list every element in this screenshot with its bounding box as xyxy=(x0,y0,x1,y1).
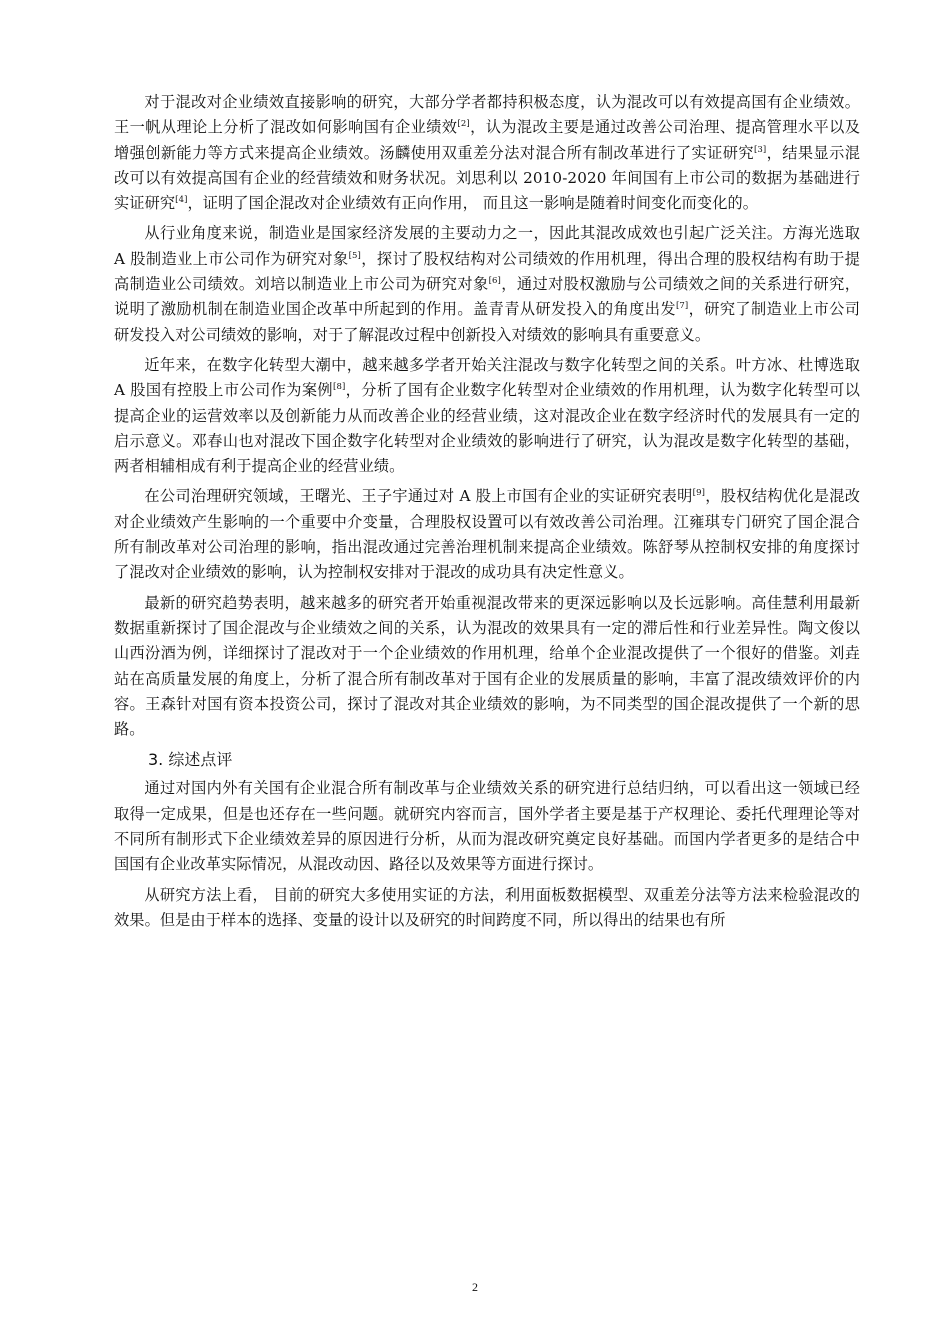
paragraph-text: 近年来，在数字化转型大潮中，越来越多学者开始关注混改与数字化转型之间的关系。叶方冰、杜博选取 A 股国有控股上市公司作为案例 xyxy=(114,355,860,400)
paragraph-text: 在公司治理研究领域，王曙光、王子宇通过对 A 股上市国有企业的实证研究表明 xyxy=(144,487,693,506)
paragraph xyxy=(114,353,860,479)
citation-marker: [3] xyxy=(753,144,767,155)
paragraph-text: ，分析了国有企业数字化转型对企业绩效的作用机理，认为数字化转型可以提高企业的运营效率以及创新能力从而改善企业的经营业绩，这对混改企业在数字经济时代的发展具有一定的启示意义。邓春山也对混改下国企数字化转型对企业绩效的影响进行了研究，认为混改是数字化转型的基础，两者相辅相成有利于提高企业的经营业绩。 xyxy=(114,381,860,476)
review-paragraphs xyxy=(114,776,860,933)
citation-marker: [8] xyxy=(333,382,346,393)
paragraph-text: ，探讨了股权结构对公司绩效的作用机理，得出合理的股权结构有助于提高制造业公司绩效。刘培以制造业上市公司为研究对象 xyxy=(114,249,860,294)
paragraph-text: 从行业角度来说，制造业是国家经济发展的主要动力之一，因此其混改成效也引起广泛关注。方海光选取 A 股制造业上市公司作为研究对象 xyxy=(114,224,860,268)
citation-marker: [9] xyxy=(692,488,706,499)
paragraph-text: ，认为混改主要是通过改善公司治理、提高管理水平以及增强创新能力等方式来提高企业绩效。汤麟使用双重差分法对混合所有制改革进行了实证研究 xyxy=(114,118,861,162)
paragraph xyxy=(114,221,860,347)
paragraph xyxy=(114,883,860,934)
body-paragraphs xyxy=(114,90,860,742)
paragraph-text: 对于混改对企业绩效直接影响的研究，大部分学者都持积极态度，认为混改可以有效提高国有企业绩效。王一帆从理论上分析了混改如何影响国有企业绩效 xyxy=(114,93,860,137)
paragraph-text: ，证明了国企混改对企业绩效有正向作用， 而且这一影响是随着时间变化而变化的。 xyxy=(187,194,759,213)
paragraph-text: ，结果显示混改可以有效提高国有企业的经营绩效和财务状况。刘思利以 2010-2020 年间国有上市公司的数据为基础进行实证研究 xyxy=(114,143,860,213)
paragraph xyxy=(114,776,860,877)
paragraph xyxy=(114,484,860,585)
paragraph-text: 通过对国内外有关国有企业混合所有制改革与企业绩效关系的研究进行总结归纳，可以看出这一领域已经取得一定成果，但是也还存在一些问题。就研究内容而言，国外学者主要是基于产权理论、委托代理理论等对不同所有制形式下企业绩效差异的原因进行分析，从而为混改研究奠定良好基础。而国内学者更多的是结合中国国有企业改革实际情况，从混改动因、路径以及效果等方面进行探讨。 xyxy=(114,779,860,874)
paragraph xyxy=(114,90,860,216)
citation-marker: [5] xyxy=(348,250,361,261)
page-number: 2 xyxy=(472,1280,478,1294)
paragraph-text: ，股权结构优化是混改对企业绩效产生影响的一个重要中介变量，合理股权设置可以有效改善公司治理。江雍琪专门研究了国企混合所有制改革对公司治理的影响，指出混改通过完善治理机制来提高企业绩效。陈舒琴从控制权安排的角度探讨了混改对企业绩效的影响，认为控制权安排对于混改的成功具有决定性意义。 xyxy=(114,487,860,582)
citation-marker: [6] xyxy=(488,276,501,287)
paragraph-text: ，通过对股权激励与公司绩效之间的关系进行研究，说明了激励机制在制造业国企改革中所起到的作用。盖青青从研发投入的角度出发 xyxy=(114,275,860,319)
citation-marker: [4] xyxy=(175,195,188,206)
paragraph-text: 最新的研究趋势表明，越来越多的研究者开始重视混改带来的更深远影响以及长远影响。高佳慧利用最新数据重新探讨了国企混改与企业绩效之间的关系，认为混改的效果具有一定的滞后性和行业差异性。陶文俊以山西汾酒为例，详细探讨了混改对于一个企业绩效的作用机理，给单个企业混改提供了一个很好的借鉴。刘垚站在高质量发展的角度上，分析了混合所有制改革对于国有企业的发展质量的影响，丰富了混改绩效评价的内容。王森针对国有资本投资公司，探讨了混改对其企业绩效的影响，为不同类型的国企混改提供了一个新的思路。 xyxy=(114,593,860,739)
citation-marker: [2] xyxy=(457,119,470,130)
document-body xyxy=(114,90,860,933)
paragraph-text: 从研究方法上看， 目前的研究大多使用实证的方法，利用面板数据模型、双重差分法等方法来检验混改的效果。但是由于样本的选择、变量的设计以及研究的时间跨度不同，所以得出的结果也有所 xyxy=(114,885,860,929)
section-heading: 3. 综述点评 xyxy=(148,750,233,770)
paragraph-text: ，研究了制造业上市公司研发投入对公司绩效的影响，对于了解混改过程中创新投入对绩效的影响具有重要意义。 xyxy=(114,300,860,344)
paragraph xyxy=(114,591,860,743)
citation-marker: [7] xyxy=(675,301,689,312)
